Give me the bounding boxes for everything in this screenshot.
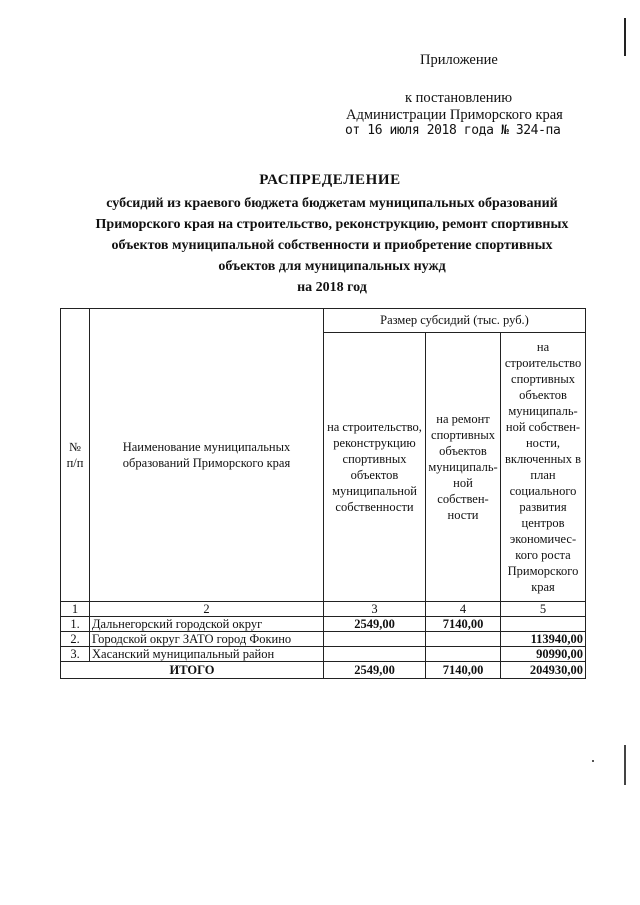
row-repair: 7140,00	[426, 617, 501, 632]
row-growth-centers	[501, 617, 586, 632]
row-name: Хасанский муниципальный район	[90, 647, 324, 662]
row-num: 1.	[61, 617, 90, 632]
row-growth-centers: 113940,00	[501, 632, 586, 647]
total-label: ИТОГО	[61, 662, 324, 679]
total-construction: 2549,00	[324, 662, 426, 679]
subtitle-line: Приморского края на строительство, реконструкцию, ремонт спортивных	[95, 217, 569, 232]
row-construction	[324, 647, 426, 662]
appendix-resolution: к постановлению	[405, 90, 513, 106]
column-number: 4	[426, 602, 501, 617]
document-subtitle	[82, 193, 582, 298]
subtitle-line: объектов для муниципальных нужд	[218, 259, 446, 274]
header-subsidy-group: Размер субсидий (тыс. руб.)	[324, 309, 586, 333]
row-name: Городской округ ЗАТО город Фокино	[90, 632, 324, 647]
row-construction: 2549,00	[324, 617, 426, 632]
header-construction: на строительство, реконструкцию спортивных объектов муниципальной собственности	[324, 333, 426, 602]
subtitle-line: объектов муниципальной собственности и приобретение спортивных	[111, 238, 553, 253]
header-num: № п/п	[61, 309, 90, 602]
row-repair	[426, 647, 501, 662]
scan-edge-mark-lower	[624, 745, 626, 785]
row-num: 3.	[61, 647, 90, 662]
subtitle-line: субсидий из краевого бюджета бюджетам муниципальных образований	[106, 196, 558, 211]
scan-speck	[592, 760, 594, 762]
header-growth-centers: на строительство спортивных объектов муниципаль-ной собствен-ности, включенных в план социального развития центров экономичес-кого роста Приморского края	[501, 333, 586, 602]
column-number: 2	[90, 602, 324, 617]
row-num: 2.	[61, 632, 90, 647]
total-repair: 7140,00	[426, 662, 501, 679]
row-growth-centers: 90990,00	[501, 647, 586, 662]
row-construction	[324, 632, 426, 647]
appendix-authority: Администрации Приморского края	[346, 107, 563, 123]
appendix-date-number: от 16 июля 2018 года № 324-па	[345, 123, 561, 138]
column-number: 5	[501, 602, 586, 617]
row-repair	[426, 632, 501, 647]
row-name: Дальнегорский городской округ	[90, 617, 324, 632]
subtitle-line: на 2018 год	[297, 280, 367, 295]
table-row	[61, 632, 586, 647]
subsidy-table	[60, 308, 586, 679]
header-name: Наименование муниципальных образований Приморского края	[90, 309, 324, 602]
column-number: 3	[324, 602, 426, 617]
total-row	[61, 662, 586, 679]
appendix-label: Приложение	[420, 52, 498, 68]
table-row	[61, 617, 586, 632]
total-growth-centers: 204930,00	[501, 662, 586, 679]
column-number: 1	[61, 602, 90, 617]
table-row	[61, 647, 586, 662]
header-repair: на ремонт спортивных объектов муниципаль-ной собствен-ности	[426, 333, 501, 602]
document-title: РАСПРЕДЕЛЕНИЕ	[259, 172, 401, 188]
scan-edge-mark	[624, 18, 626, 56]
